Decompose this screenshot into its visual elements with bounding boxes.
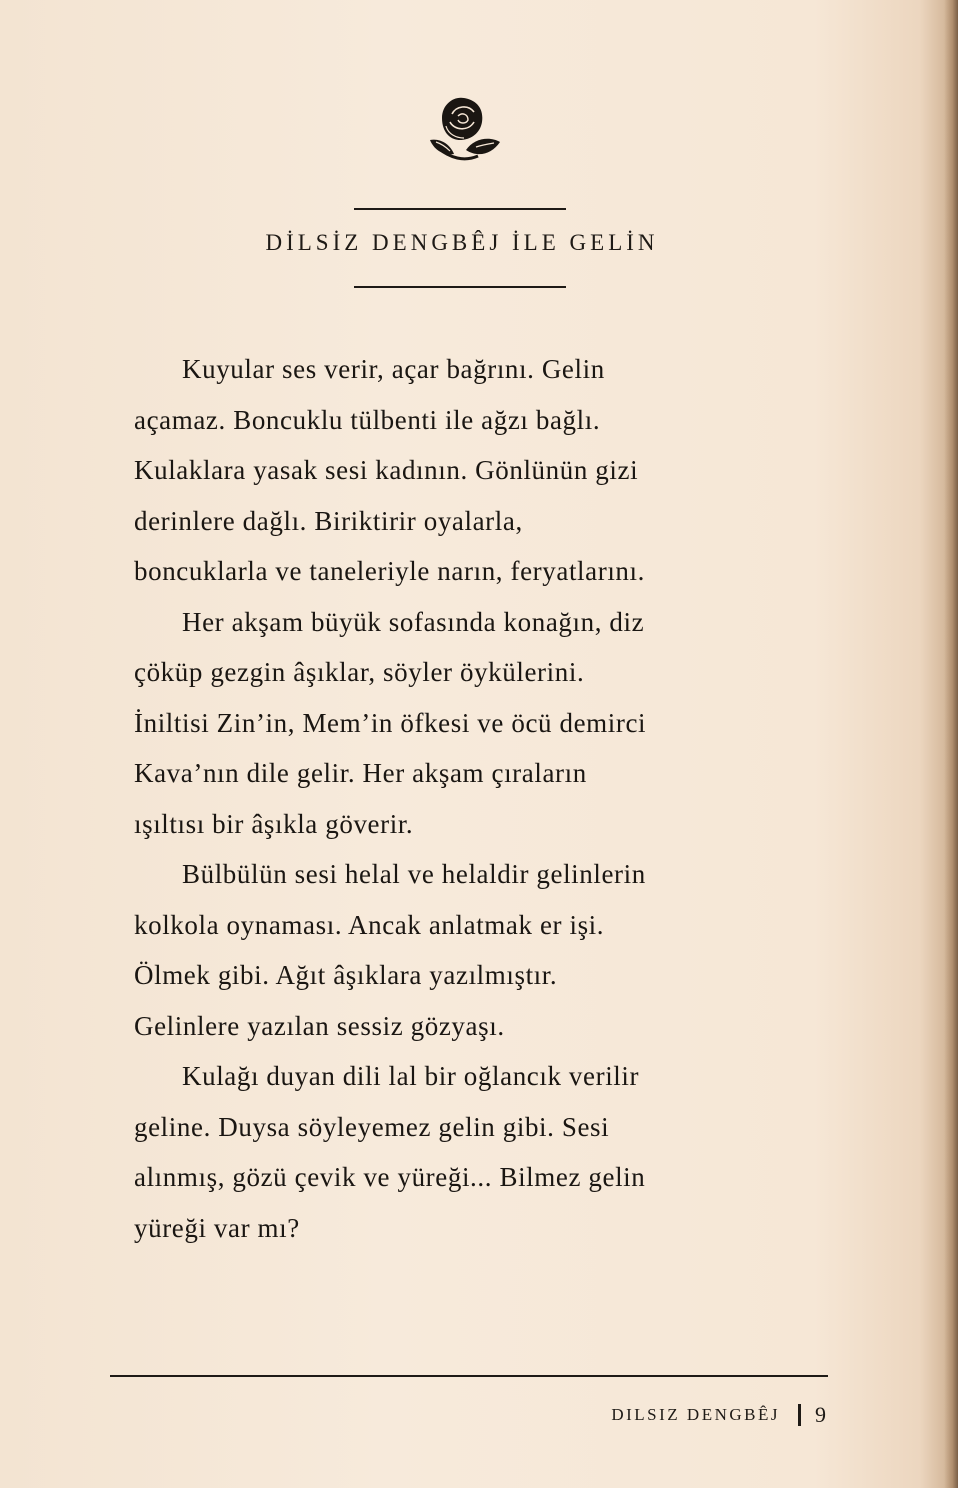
text-line: Her akşam büyük sofasında konağın, diz — [182, 606, 645, 637]
title-rule-bottom — [354, 286, 566, 288]
paragraph-4 — [134, 1051, 784, 1253]
text-line: Bülbülün sesi helal ve helaldir gelinlerin — [182, 859, 646, 889]
text-line: yüreği var mı? — [134, 1212, 300, 1243]
text-line: Kulaklara yasak sesi kadının. Gönlünün gizi — [134, 455, 639, 485]
title-rule-top — [354, 208, 566, 210]
text-line: alınmış, gözü çevik ve yüreği... Bilmez gelin — [134, 1162, 646, 1192]
text-line: boncuklarla ve taneleriyle narın, feryatlarını. — [134, 556, 645, 586]
chapter-title: DİLSİZ DENGBÊJ İLE GELİN — [265, 230, 659, 255]
text-line: Kava’nın dile gelir. Her akşam çıraların — [134, 758, 587, 788]
text-line: geline. Duysa söyleyemez gelin gibi. Sesi — [134, 1111, 610, 1142]
text-line: Ölmek gibi. Ağıt âşıklara yazılmıştır. — [134, 960, 558, 990]
running-title: DILSIZ DENGBÊJ — [611, 1405, 780, 1424]
rose-icon — [420, 92, 504, 176]
text-line: açamaz. Boncuklu tülbenti ile ağzı bağlı. — [134, 404, 601, 435]
text-line: Kuyular ses verir, açar bağrını. Gelin — [182, 354, 605, 384]
paragraph-2 — [134, 597, 784, 850]
text-line: kolkola oynaması. Ancak anlatmak er işi. — [134, 909, 605, 940]
text-line: Gelinlere yazılan sessiz gözyaşı. — [134, 1010, 505, 1041]
text-line: derinlere dağlı. Biriktirir oyalarla, — [134, 505, 523, 536]
poem-body — [134, 344, 784, 1253]
text-line: ışıltısı bir âşıkla göverir. — [134, 808, 414, 839]
paragraph-1 — [134, 344, 784, 597]
text-line: İniltisi Zin’in, Mem’in öfkesi ve öcü demirci — [134, 707, 647, 738]
footer-separator — [798, 1404, 801, 1426]
page-number: 9 — [815, 1402, 826, 1427]
text-line: çöküp gezgin âşıklar, söyler öykülerini. — [134, 657, 585, 687]
paragraph-3 — [134, 849, 784, 1051]
footer-rule — [110, 1375, 828, 1377]
page-footer — [611, 1402, 826, 1428]
text-line: Kulağı duyan dili lal bir oğlancık verilir — [182, 1061, 640, 1091]
page-edge-shadow — [944, 0, 958, 1488]
